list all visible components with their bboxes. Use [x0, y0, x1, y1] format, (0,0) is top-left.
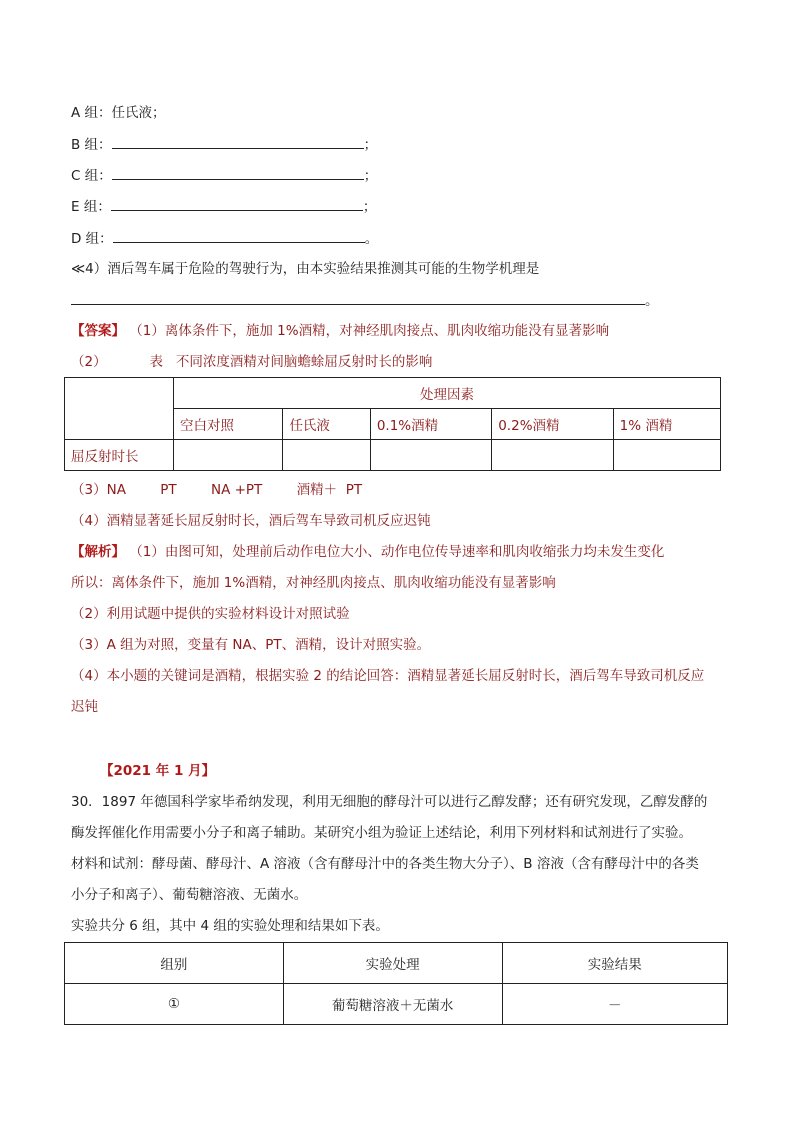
group-e-end: ；: [362, 199, 377, 215]
table-row-label: 屈反射时长: [65, 440, 174, 471]
q30-line-1: 30．1897 年德国科学家毕希纳发现，利用无细胞的酵母汁可以进行乙醇发酵；还有研究发现，乙醇发酵的: [71, 794, 708, 810]
answer-4: （4）酒精显著延长屈反射时长，酒后驾车导致司机反应迟钝: [71, 513, 431, 529]
q30-line-2: 酶发挥催化作用需要小分子和离子辅助。某研究小组为验证上述结论，利用下列材料和试剂进行了实验。: [71, 825, 692, 841]
question-4-end: 。: [645, 293, 659, 309]
analysis-tag: 【解析】: [71, 544, 125, 560]
q30-line-4: 小分子和离子）、葡萄糖溶液、无菌水。: [71, 887, 308, 903]
question-4-answer-line: [71, 290, 659, 311]
question-4-blank[interactable]: [71, 290, 645, 305]
group-a-line: A 组：任氏液；: [71, 105, 166, 121]
analysis-1-text: （1）由图可知，处理前后动作电位大小、动作电位传导速率和肌肉收缩张力均未发生变化: [129, 544, 665, 560]
answer-1-text: （1）离体条件下，施加 1%酒精，对神经肌肉接点、肌肉收缩功能没有显著影响: [129, 323, 610, 339]
q30-line-5: 实验共分 6 组，其中 4 组的实验处理和结果如下表。: [71, 918, 389, 934]
table-cell: [492, 440, 613, 471]
group-c-end: ；: [363, 168, 378, 184]
group-b-label: B 组：: [71, 137, 112, 153]
table-header-main: 处理因素: [174, 378, 721, 409]
table-cell: [283, 440, 370, 471]
analysis-2: 所以：离体条件下，施加 1%酒精，对神经肌肉接点、肌肉收缩功能没有显著影响: [71, 575, 556, 591]
experiment-header-group: 组别: [65, 943, 284, 984]
table-col-3: 0.1%酒精: [370, 409, 491, 440]
experiment-row-treatment: 葡萄糖溶液＋无菌水: [283, 984, 502, 1025]
group-d-end: 。: [364, 231, 379, 247]
group-b-end: ；: [363, 137, 378, 153]
group-e-label: E 组：: [71, 199, 111, 215]
question-4: ≪4）酒后驾车属于危险的驾驶行为，由本实验结果推测其可能的生物学机理是: [71, 261, 540, 277]
experiment-header-treatment: 实验处理: [283, 943, 502, 984]
analysis-6: 迟钝: [71, 699, 98, 715]
table-empty-corner: [65, 378, 174, 440]
analysis-4: （3）A 组为对照，变量有 NA、PT、酒精，设计对照实验。: [71, 637, 431, 653]
q30-line-3: 材料和试剂：酵母菌、酵母汁、A 溶液（含有酵母汁中的各类生物大分子）、B 溶液（含有酵母汁中的各类: [71, 856, 699, 872]
group-c-line: [71, 165, 377, 186]
group-e-blank[interactable]: [111, 196, 363, 211]
answer-2: （2） 表 不同浓度酒精对间脑蟾蜍屈反射时长的影响: [71, 354, 433, 370]
experiment-row-result: －: [502, 984, 727, 1025]
table-cell: [174, 440, 283, 471]
analysis-3: （2）利用试题中提供的实验材料设计对照试验: [71, 606, 350, 622]
table-col-4: 0.2%酒精: [492, 409, 613, 440]
experiment-table: [64, 942, 728, 1025]
answer-table: [64, 377, 721, 471]
experiment-header-result: 实验结果: [502, 943, 727, 984]
answer-tag: 【答案】: [71, 323, 125, 339]
group-c-blank[interactable]: [112, 165, 364, 180]
group-d-line: [71, 228, 378, 249]
analysis-1: [71, 542, 664, 562]
year-heading: 【2021 年 1 月】: [100, 763, 216, 779]
answer-3: （3）NA PT NA +PT 酒精＋ PT: [71, 482, 363, 498]
group-b-blank[interactable]: [112, 134, 364, 149]
group-e-line: [71, 196, 376, 217]
answer-1: [71, 321, 609, 341]
analysis-5: （4）本小题的关键词是酒精，根据实验 2 的结论回答：酒精显著延长屈反射时长，酒后驾车导致司机反应: [71, 668, 705, 684]
group-c-label: C 组：: [71, 168, 112, 184]
group-b-line: [71, 134, 377, 155]
group-d-blank[interactable]: [113, 228, 365, 243]
table-col-5: 1% 酒精: [613, 409, 720, 440]
table-col-1: 空白对照: [174, 409, 283, 440]
table-cell: [613, 440, 720, 471]
group-d-label: D 组：: [71, 231, 113, 247]
table-cell: [370, 440, 491, 471]
experiment-row-group: ①: [65, 984, 284, 1025]
table-col-2: 任氏液: [283, 409, 370, 440]
